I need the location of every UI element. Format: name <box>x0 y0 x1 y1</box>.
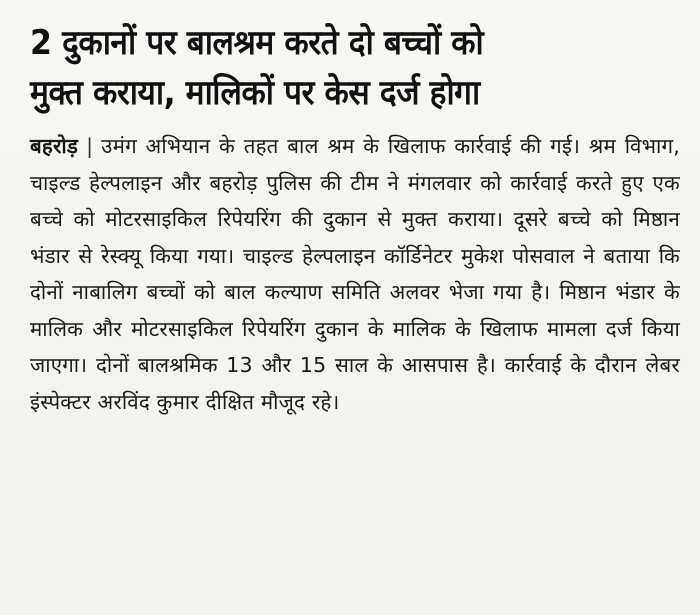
article-body-text: उमंग अभियान के तहत बाल श्रम के खिलाफ कार्रवाई की गई। श्रम विभाग, चाइल्ड हेल्पलाइन और बहरोड़ पुलिस की टीम ने मंगलवार को कार्रवाई करते हुए एक बच्चे को मोटरसाइकिल रिपेयरिंग की दुकान से मुक्त कराया। दूसरे बच्चे को मिष्ठान भंडार से रेस्क्यू किया गया। चाइल्ड हेल्पलाइन कॉर्डिनेटर मुकेश पोसवाल ने बताया कि दोनों नाबालिग बच्चों को बाल कल्याण समिति अलवर भेजा गया है। मिष्ठान भंडार के मालिक और मोटरसाइकिल रिपेयरिंग दुकान के मालिक के खिलाफ मामला दर्ज किया जाएगा। दोनों बालश्रमिक 13 और 15 साल के आसपास है। कार्रवाई के दौरान लेबर इंस्पेक्टर अरविंद कुमार दीक्षित मौजूद रहे। <box>30 134 680 414</box>
dateline-separator: | <box>86 134 94 158</box>
headline <box>30 18 681 118</box>
headline-line-2: मुक्त कराया, मालिकों पर केस दर्ज होगा <box>30 73 480 113</box>
dateline: बहरोड़ <box>30 134 79 158</box>
article-body <box>30 128 680 420</box>
headline-line-1: 2 दुकानों पर बालश्रम करते दो बच्चों को <box>30 23 484 63</box>
